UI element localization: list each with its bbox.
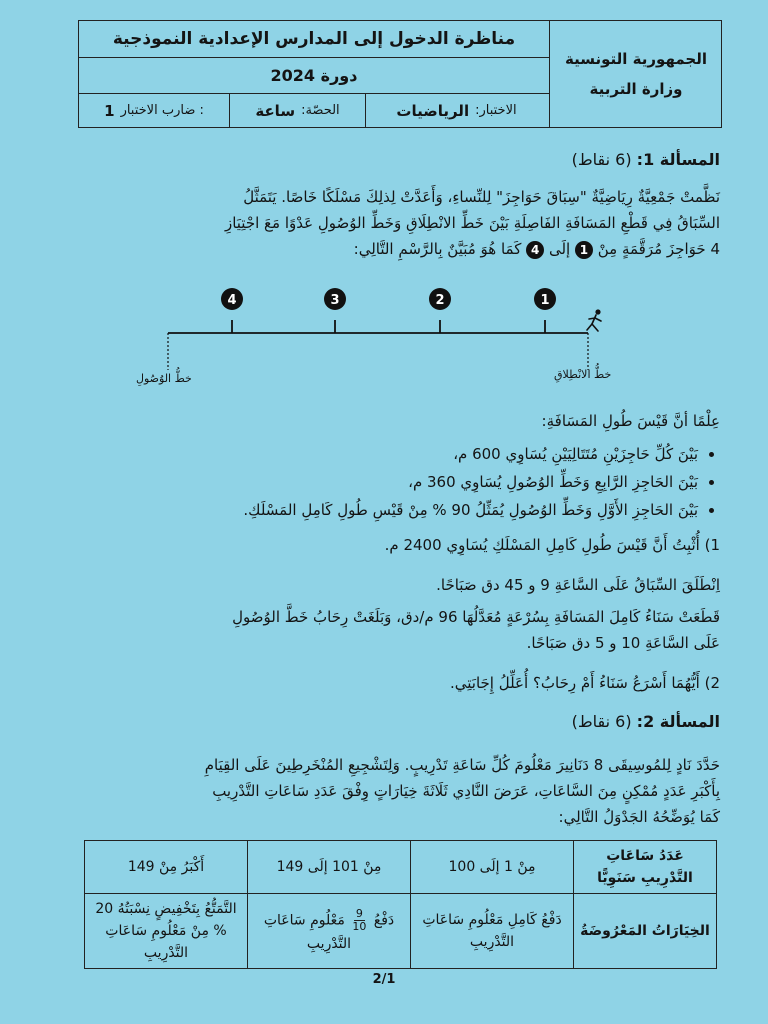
exam-header xyxy=(78,20,722,128)
p2-line-2: بِأَكْبَرِ عَدَدٍ مُمْكِنٍ مِنَ السَّاعَاتِ، عَرَضَ النَّادِي ثَلَاثَةَ خِيَارَاتٍ وِفْقَ عَدَدِ سَاعَاتِ التَّدْرِيبِ xyxy=(212,782,720,800)
question-1: 1) أُثْبِتُ أَنَّ قَيْسَ طُولِ كَامِلِ المَسْلَكِ يُسَاوِي 2400 م. xyxy=(384,536,720,554)
header-info xyxy=(79,21,550,127)
intro-line-3c: كَمَا هُوَ مُبَيَّنٌ بِالرَّسْمِ التَّالِي: xyxy=(353,240,522,258)
duration-label: الحصّة: xyxy=(301,103,340,118)
hurdle-4-number: 4 xyxy=(227,293,237,308)
start-line-label: خطُّ الانْطِلاقِ xyxy=(554,368,612,381)
intro-line-3a: 4 حَوَاجِزَ مُرَقَّمَةٍ مِنْ xyxy=(597,240,720,258)
table-row xyxy=(85,841,717,894)
track-svg xyxy=(120,280,640,400)
page-number: 2/1 xyxy=(372,972,396,987)
problem1-points: (6 نقاط) xyxy=(571,150,632,169)
intro-line-1: نَظَّمتْ جَمْعِيَّةٌ رِيَاضِيَّةٌ "سِبَاقَ حَوَاجِزَ" لِلنِّساءِ، وَأَعَدَّتْ لِذلِكَ مَسْلَكًا خَاصًا. يَتَمَثَّلُ xyxy=(243,188,720,206)
p2-line-1: حَدَّدَ نَادٍ لِلمُوسِيقَى 8 دَنَانِيرَ مَعْلُومَ كُلِّ سَاعَةِ تَدْرِيبٍ. وَلِتَشْجِيعِ المُنْخَرِطِينَ عَلَى القِيَامِ xyxy=(204,756,720,774)
question-2: 2) أَيُّهُمَا أَسْرَعُ سَنَاءُ أَمْ رِحَابُ؟ أُعَلِّلُ إِجَابَتِي. xyxy=(449,674,720,692)
problem2-title-word: المسألة 2: xyxy=(636,712,720,731)
subject-label: الاختبار: xyxy=(475,103,517,118)
coef-value: 1 xyxy=(104,101,115,120)
table-head-hours: عَدَدُ سَاعَاتِ التَّدْرِيبِ سَنَوِيًّا xyxy=(574,841,717,894)
subject-value: الرياضيات xyxy=(396,101,470,120)
country-name: الجمهورية التونسية xyxy=(565,50,707,68)
hurdle-number-badge: 4 xyxy=(526,241,544,259)
intro-line-3 xyxy=(40,236,720,262)
coef-label: ضارب الاختبار : xyxy=(120,103,204,118)
duration-cell xyxy=(229,94,365,127)
frac-denominator: 10 xyxy=(352,919,367,933)
hurdle-1-number: 1 xyxy=(540,293,550,308)
runners-paragraph xyxy=(40,604,720,656)
intro-line-3b: إلَى xyxy=(548,240,571,258)
problem1-intro xyxy=(40,184,720,262)
table-cell: دَفْعُ كَامِلِ مَعْلُومِ سَاعَاتِ التَّدْرِيبِ xyxy=(411,894,574,969)
problem2-intro xyxy=(40,752,720,830)
p2-line-3: كَمَا يُوَضِّحُهُ الجَدْوَلُ التَّالِي: xyxy=(558,808,720,826)
list-item: • بَيْنَ كُلِّ حَاجِزَيْنِ مُتَتَالِيَيْنِ يُسَاوِي 600 م، xyxy=(60,440,698,468)
coef-cell xyxy=(79,94,229,127)
race-track-diagram xyxy=(120,280,640,400)
table-row xyxy=(85,894,717,969)
opt2-rest: مَعْلُومِ سَاعَاتِ التَّدْرِيبِ xyxy=(263,912,352,952)
options-table xyxy=(84,840,717,969)
table-cell: أَكْبَرُ مِنْ 149 xyxy=(85,841,248,894)
table-cell xyxy=(248,894,411,969)
intro-line-2: السِّبَاقُ فِي قَطْعِ المَسَافَةِ الفَاصِلَةِ بَيْنَ خَطِّ الانْطِلَاقِ وَخَطِّ الوُصُولِ عَدْوًا مَعَ اجْتِيَازِ xyxy=(224,214,720,232)
hurdle-number-badge: 1 xyxy=(575,241,593,259)
hurdle-3-number: 3 xyxy=(330,293,340,308)
bullet-list-wrap xyxy=(60,440,720,524)
hurdle-3-badge xyxy=(324,288,346,310)
runner-icon xyxy=(587,309,601,331)
table-cell: مِنْ 101 إلَى 149 xyxy=(248,841,411,894)
runners-line-1: قَطَعَتْ سَنَاءُ كَامِلَ المَسَافَةِ بِسُرْعَةٍ مُعَدَّلُهَا 96 م/دق، وَبَلَغَتْ رِحَابُ خَطَّ الوُصُولِ xyxy=(232,608,720,626)
race-start-time: اِنْطَلَقَ السِّبَاقُ عَلَى السَّاعَةِ 9 و 45 دق صَبَاحًا. xyxy=(436,576,720,594)
fraction-nine-tenths xyxy=(352,908,366,933)
ministry-name: وزارة التربية xyxy=(589,80,683,98)
competition-title: مناظرة الدخول إلى المدارس الإعدادية النموذجية xyxy=(79,21,549,58)
table-cell: مِنْ 1 إلَى 100 xyxy=(411,841,574,894)
ministry-block xyxy=(551,21,721,127)
problem1-title xyxy=(572,150,720,169)
frac-numerator: 9 xyxy=(355,906,363,920)
table-head-options: الخِيَارَاتُ المَعْرُوضَةُ xyxy=(574,894,717,969)
problem1-title-word: المسألة 1: xyxy=(636,150,720,169)
table-cell: التَّمَتُّعُ بِتَخْفِيضٍ نِسْبَتُهُ 20 % مِنْ مَعْلُومِ سَاعَاتِ التَّدْرِيبِ xyxy=(85,894,248,969)
exam-meta-row xyxy=(79,94,549,127)
duration-value: ساعة xyxy=(255,101,296,120)
problem2-title xyxy=(572,712,720,731)
known-intro: عِلْمًا أنَّ قَيْسَ طُولِ المَسَافَةِ: xyxy=(541,412,720,430)
hurdle-4-badge xyxy=(221,288,243,310)
hurdle-2-number: 2 xyxy=(435,293,445,308)
hurdle-1-badge xyxy=(534,288,556,310)
problem2-points: (6 نقاط) xyxy=(571,712,632,731)
hurdle-2-badge xyxy=(429,288,451,310)
finish-line-label: خطُّ الوُصُولِ xyxy=(136,372,192,385)
runners-line-2: عَلَى السَّاعَةِ 10 و 5 دق صَبَاحًا. xyxy=(526,634,720,652)
list-item: • بَيْنَ الحَاجِزِ الأَوَّلِ وَخَطِّ الوُصُولِ يُمَثِّلُ 90 % مِنْ قَيْسِ طُولِ كَامِلِ المَسْلَكِ. xyxy=(60,496,698,524)
subject-cell xyxy=(365,94,547,127)
opt2-pay: دَفْعُ xyxy=(373,912,395,928)
list-item: • بَيْنَ الحَاجِزِ الرَّابِعِ وَخَطِّ الوُصُولِ يُسَاوِي 360 م، xyxy=(60,468,698,496)
session-label: دورة 2024 xyxy=(79,58,549,94)
given-distances-list xyxy=(60,440,720,524)
